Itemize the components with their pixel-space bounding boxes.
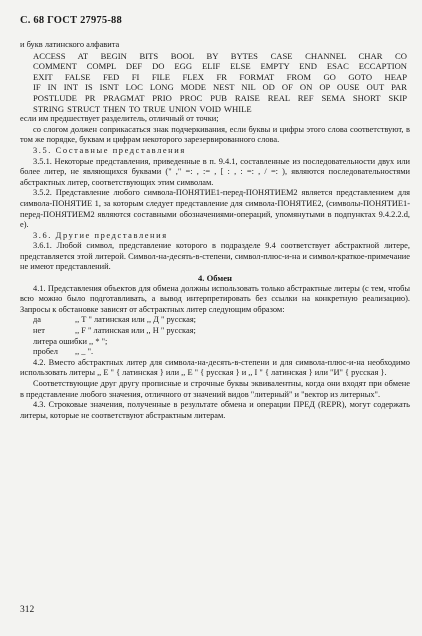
example-key: нет	[33, 326, 45, 336]
keyword-line: EXIT FALSE FED FI FILE FLEX FR FORMAT FROM GO GOTO HEAP	[33, 71, 407, 82]
paragraph: Соответствующие друг другу прописные и строчные буквы эквивалентны, когда они входят при обмене в представление любого значения, отличного от значений видов "литерный" и "вектор из литерных".	[20, 379, 410, 399]
example-key: да	[33, 315, 41, 325]
keyword-line: STRING STRUCT THEN TO TRUE UNION VOID WHILE	[33, 103, 252, 114]
example-value: ,, F " латинская или ,, Н " русская;	[75, 326, 196, 336]
keyword-line: POSTLUDE PR PRAGMAT PRIO PROC PUB RAISE REAL REF SEMA SHORT SKIP	[33, 92, 407, 103]
section-heading: 3.6. Другие представления	[33, 230, 168, 240]
paragraph: 3.6.1. Любой символ, представление которого в подразделе 9.4 соответствует абстрактной литере, представляется этой литерой. Символ-на-десять-в-степени, символ-плюс-и-на и символ-краткое-примечание не имеют представлений.	[20, 241, 410, 272]
example-key: литера ошибки ,, * ";	[33, 336, 108, 346]
keyword-line: COMMENT COMPL DEF DO EGG ELIF ELSE EMPTY END ESAC ECCAPTION	[33, 61, 407, 72]
example-row	[20, 347, 410, 358]
page-header: С. 68 ГОСТ 27975-88	[20, 15, 122, 26]
paragraph: 4.2. Вместо абстрактных литер для символа-на-десять-в-степени и для символа-плюс-и-на необходимо использовать литеры ,, Е " { латинская } или ,, Е " { русская } и ,, I " { латинская } или "И" { русская }.	[20, 357, 410, 378]
example-row	[20, 326, 410, 337]
paragraph: 3.5.2. Представление любого символа-ПОНЯТИЕ1-перед-ПОНЯТИЕМ2 является представлением для символа-ПОНЯТИЕ 1, за которым следует представление для символа-ПОНЯТИЕ2, (символы-ПОНЯТИЕ1-перед-ПОНЯТИЕМ2 являются составными обозначениями-операций, упомянутыми в подпунктах 9.4.2.2.d, e).	[20, 188, 410, 230]
paragraph: 3.5.1. Некоторые представления, приведенные в п. 9.4.1, составленные из последовательности двух или более литер, не являющихся буквами (" ," =: , := , [ : , : =: , / =: ), являются последовательностями абстрактных литер, соответствующих этим символам.	[20, 156, 410, 187]
keyword-list	[20, 51, 410, 115]
page-body	[20, 40, 410, 421]
keyword-line: IF IN INT IS ISNT LOC LONG MODE NEST NIL OD OF ON OP OUSE OUT PAR	[33, 82, 407, 93]
paragraph: со слогом должен соприкасаться знак подчеркивания, если буквы и цифры этого слова соответствуют, в том же порядке, буквам и цифрам некоторого зарезервированного слова.	[20, 124, 410, 145]
paragraph: 4.3. Строковые значения, полученные в результате обмена и операции ПРЕД (REPR), могут содержать литеры, которые не соответствуют абстрактным литерам.	[20, 400, 410, 420]
page-number: 312	[20, 605, 35, 615]
section-title: 4. Обмен	[197, 273, 233, 284]
example-value: ,, Т " латинская или ,, Д " русская;	[75, 315, 197, 325]
example-value: ,, _ ".	[75, 347, 94, 357]
section-heading: 3.5. Составные представления	[33, 145, 186, 155]
example-row	[20, 315, 410, 326]
paragraph: и букв латинского алфавита	[20, 40, 120, 49]
example-key: пробел	[33, 347, 58, 357]
paragraph: если им предшествует разделитель, отличный от точки;	[20, 114, 219, 124]
paragraph: 4.1. Представления объектов для обмена должны использовать только абстрактные литеры (с тем, чтобы всю можно было подготавливать, а вывод интерпретировать без ссылки на конкретную реализацию). Запросы к обстановке зависят от абстрактных литер следующим образом:	[20, 283, 410, 314]
example-row	[20, 337, 410, 348]
keyword-line: ACCESS AT BEGIN BITS BOOL BY BYTES CASE CHANNEL CHAR CO	[33, 50, 407, 61]
